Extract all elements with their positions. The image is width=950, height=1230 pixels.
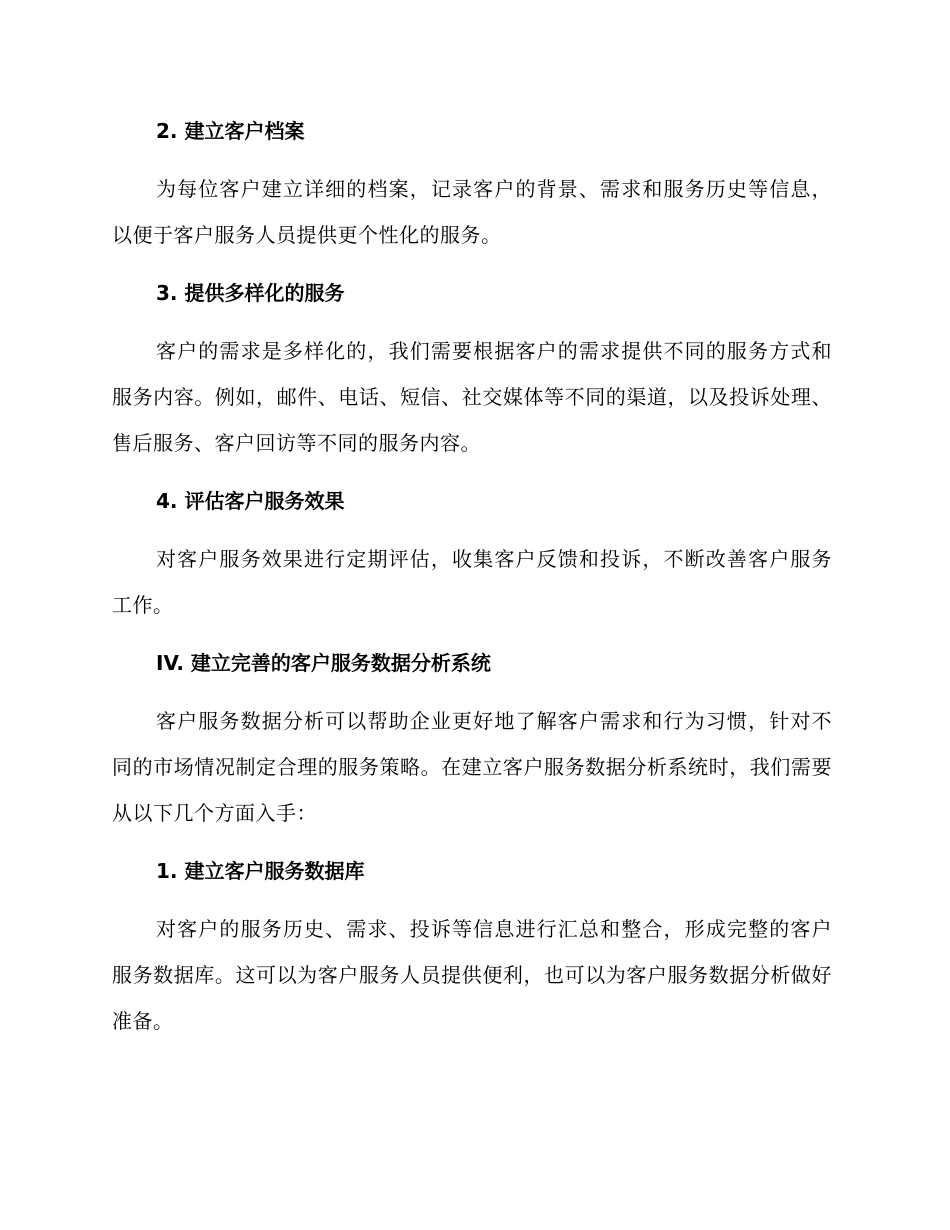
section-customer-profile	[112, 108, 832, 258]
section-diverse-services	[112, 270, 832, 466]
section-heading: 3. 提供多样化的服务	[156, 281, 345, 305]
section-heading: IV. 建立完善的客户服务数据分析系统	[156, 651, 491, 675]
section-paragraph: 对客户的服务历史、需求、投诉等信息进行汇总和整合，形成完整的客户服务数据库。这可以为客户服务人员提供便利，也可以为客户服务数据分析做好准备。	[112, 917, 832, 1033]
section-heading: 4. 评估客户服务效果	[156, 489, 345, 513]
section-paragraph: 客户的需求是多样化的，我们需要根据客户的需求提供不同的服务方式和服务内容。例如，邮件、电话、短信、社交媒体等不同的渠道，以及投诉处理、售后服务、客户回访等不同的服务内容。	[112, 339, 832, 455]
section-data-analysis-system	[112, 640, 832, 836]
section-heading: 2. 建立客户档案	[156, 119, 305, 143]
section-paragraph: 客户服务数据分析可以帮助企业更好地了解客户需求和行为习惯，针对不同的市场情况制定合理的服务策略。在建立客户服务数据分析系统时，我们需要从以下几个方面入手：	[112, 709, 832, 825]
section-heading: 1. 建立客户服务数据库	[156, 859, 365, 883]
section-paragraph: 对客户服务效果进行定期评估，收集客户反馈和投诉，不断改善客户服务工作。	[112, 547, 832, 617]
section-paragraph: 为每位客户建立详细的档案，记录客户的背景、需求和服务历史等信息，以便于客户服务人员提供更个性化的服务。	[112, 177, 832, 247]
section-evaluate-service	[112, 478, 832, 628]
section-service-database	[112, 848, 832, 1044]
document-body	[112, 108, 832, 1056]
